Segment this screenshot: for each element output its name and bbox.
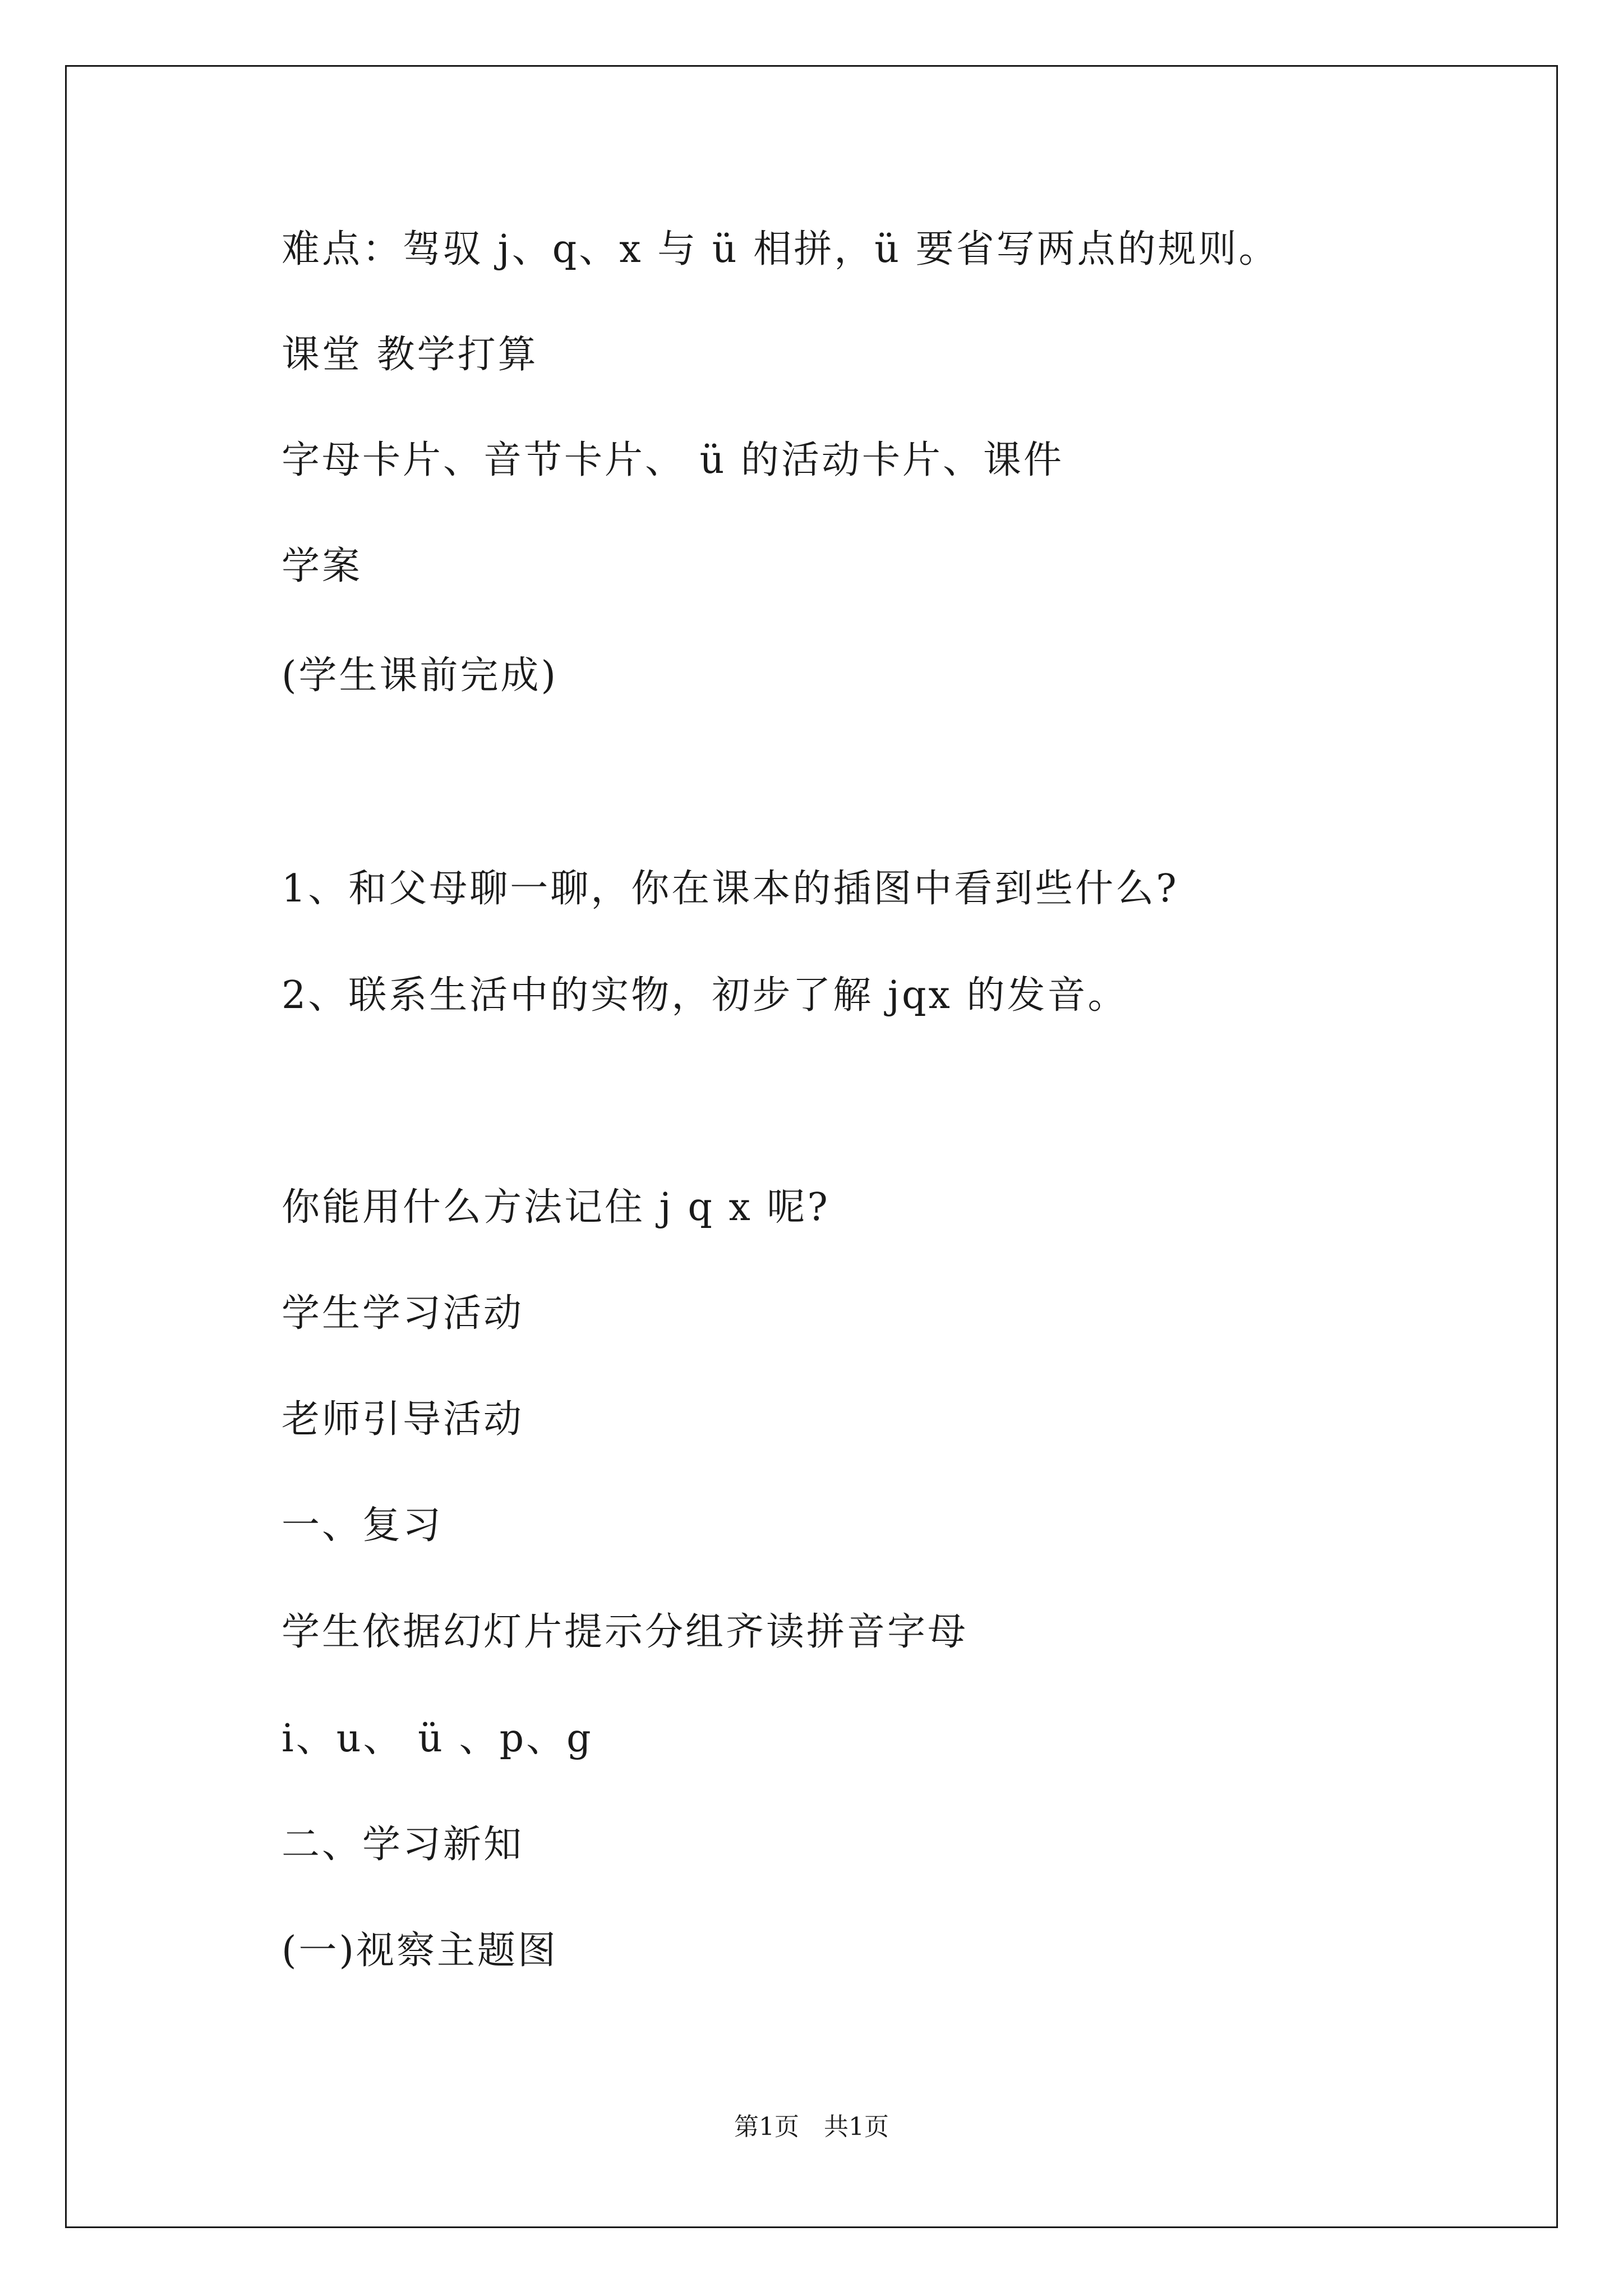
text-line-observe-image: (一)视察主题图	[282, 1929, 559, 1973]
text-line-precourse: (学生课前完成)	[282, 654, 559, 698]
text-line-item-2: 2、联系生活中的实物，初步了解 jqx 的发音。	[282, 973, 1128, 1018]
text-line-materials: 字母卡片、音节卡片、 ü 的活动卡片、课件	[282, 438, 1064, 482]
text-line-item-1: 1、和父母聊一聊，你在课本的插图中看到些什么?	[282, 867, 1179, 911]
page-footer: 第1页 共1页	[734, 2113, 889, 2141]
text-line-new-knowledge: 二、学习新知	[282, 1823, 524, 1867]
text-line-class-prep: 课堂 教学打算	[282, 333, 538, 377]
text-line-difficulty: 难点：驾驭 j、q、x 与 ü 相拼，ü 要省写两点的规则。	[282, 227, 1279, 272]
text-line-review-text: 学生依据幻灯片提示分组齐读拼音字母	[282, 1610, 969, 1654]
text-line-letters: i、u、 ü 、p、g	[282, 1717, 593, 1761]
text-line-teacher-activity: 老师引导活动	[282, 1397, 524, 1442]
text-line-review-heading: 一、复习	[282, 1503, 444, 1548]
page-border	[65, 65, 1558, 2228]
text-line-student-activity: 学生学习活动	[282, 1291, 524, 1336]
text-line-question: 你能用什么方法记住 j q x 呢?	[282, 1185, 830, 1230]
text-line-study-plan: 学案	[282, 544, 363, 588]
